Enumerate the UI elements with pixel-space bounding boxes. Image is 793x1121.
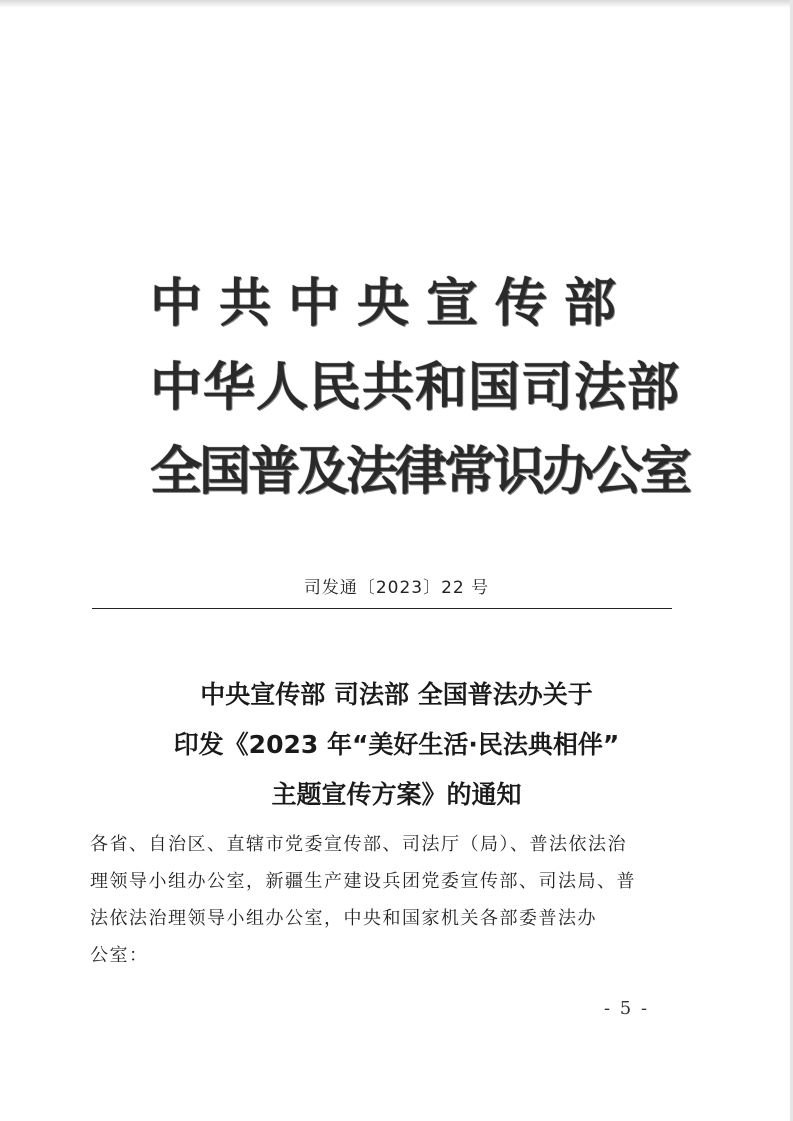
org-line-legal-awareness-office: 全国普及法律常识办公室 xyxy=(150,442,690,502)
title-line: 主题宣传方案》的通知 xyxy=(271,780,522,809)
scan-edge-top xyxy=(0,0,793,8)
body-line: 各省、自治区、直辖市党委宣传部、司法厅（局）、普法依法治 xyxy=(90,834,627,855)
title-line: 中央宣传部 司法部 全国普法办关于 xyxy=(200,680,593,709)
issuing-organizations xyxy=(150,262,690,514)
body-line: 理领导小组办公室，新疆生产建设兵团党委宣传部、司法局、普 xyxy=(90,871,636,892)
document-title xyxy=(0,670,793,820)
org-line-publicity-department: 中共中央宣传部 xyxy=(150,274,634,334)
body-line: 法依法治理领导小组办公室，中央和国家机关各部委普法办 xyxy=(90,908,597,929)
page-number: - 5 - xyxy=(604,998,650,1019)
recipients-paragraph xyxy=(90,826,690,974)
title-line: 印发《2023 年“美好生活·民法典相伴” xyxy=(173,730,620,759)
header-divider xyxy=(92,608,672,609)
org-line-ministry-of-justice: 中华人民共和国司法部 xyxy=(150,358,681,418)
body-line: 公室： xyxy=(90,945,149,966)
document-number: 司发通〔2023〕22 号 xyxy=(303,578,490,598)
